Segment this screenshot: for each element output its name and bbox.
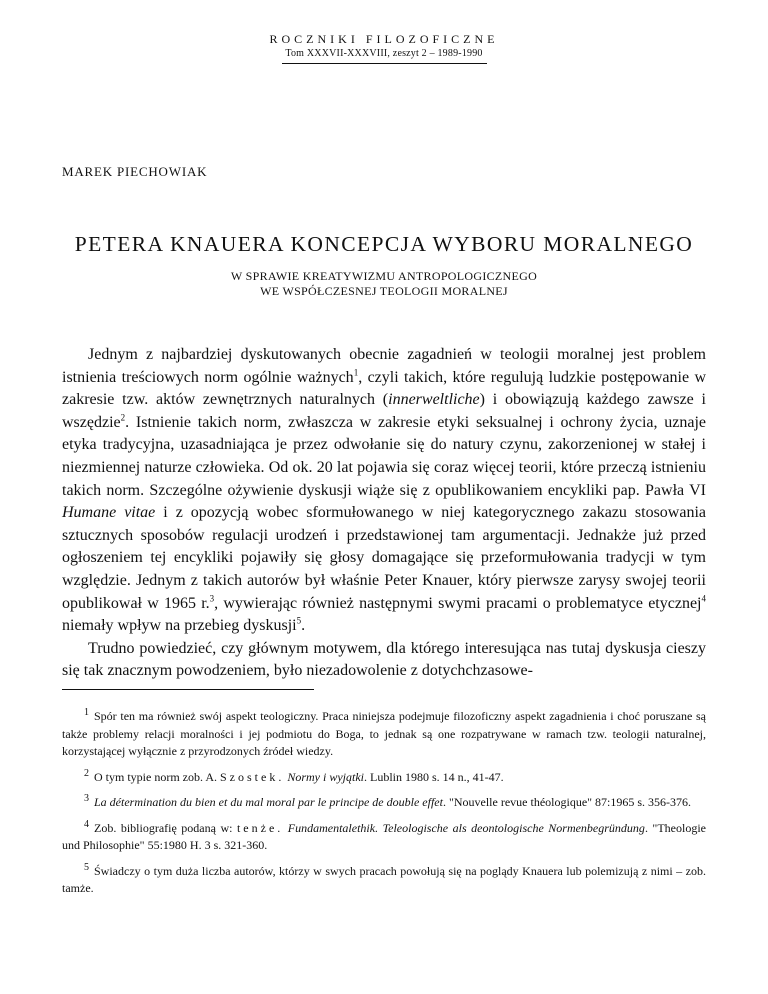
p1-text-d: ) i obowiązują każdego zawsze i wszędzie <box>62 391 706 431</box>
footnote-ref-3: 3 <box>209 593 215 604</box>
p1-text-j: . <box>301 617 306 635</box>
footnote-ref-1: 1 <box>353 367 359 378</box>
footnote-cited-title: La détermination du bien et du mal moral par le principe de double effet <box>94 795 443 809</box>
footnote-text: . Lublin 1980 s. 14 n., 41-47. <box>364 769 504 784</box>
journal-issue: Tom XXXVII-XXXVIII, zeszyt 2 – 1989-1990 <box>285 48 483 59</box>
article-subtitle-line-1: W SPRAWIE KREATYWIZMU ANTROPOLOGICZNEGO <box>230 269 538 283</box>
footnote-text: Świadczy o tym duża liczba autorów, którzy w swych pracach powołują się na poglądy Knauera lub polemizują z nimi – zob. tamże. <box>62 863 706 895</box>
footnote-text: . "Theologie und Philosophie" 55:1980 H. 3 s. 321-360. <box>62 820 706 852</box>
footnote-rule <box>62 689 314 690</box>
footnote-4 <box>62 820 706 855</box>
footnote-number: 4 <box>84 818 89 830</box>
footnote-cited-title: Fundamentalethik. Teleologische als deontologische Normenbegründung <box>287 820 645 835</box>
p1-text-a: Jednym z najbardziej dyskutowanych obecnie zagadnień w teologii moralnej jest problem istnienia treściowych norm ogólnie ważnych <box>62 346 706 386</box>
footnote-number: 5 <box>84 861 89 873</box>
footnote-cited-author: Szostek. <box>220 769 285 784</box>
p1-text-g: i z opozycją wobec sformułowanego w niej kategorycznego zakazu stosowania sztucznych sposobów regulacji urodzeń i przedstawionej tam argumentacji. Jednakże już przed ogłoszeniem tej encykliki pojawiły się głosy domagające się przeformułowania tradycji w tym względzie. Jednym z takich autorów był właśnie Peter Knauer, który pierwsze zarysy swojej teorii opublikował w 1965 r. <box>62 504 707 612</box>
article-author: MAREK PIECHOWIAK <box>62 164 208 179</box>
article-subtitle-line-2: WE WSPÓŁCZESNEJ TEOLOGII MORALNEJ <box>260 284 508 298</box>
body-paragraph-2: Trudno powiedzieć, czy głównym motywem, dla którego interesująca nas tutaj dyskusja cieszy się tak znacznym powodzeniem, było niezadowolenie z dotychchzasowe- <box>62 639 706 680</box>
footnote-2 <box>62 769 706 787</box>
p1-text-b: , czyli takich, które regulują ludzkie postępowanie w zakresie tzw. aktów zewnętrznych naturalnych ( <box>62 368 707 409</box>
article-title: PETERA KNAUERA KONCEPCJA WYBORU MORALNEGO <box>74 232 694 256</box>
header-rule <box>282 63 487 64</box>
footnote-ref-2: 2 <box>120 412 126 423</box>
p1-text-h: , wywierając również następnymi swymi pracami o problematyce etycznej <box>214 594 702 612</box>
footnote-cited-author: tenże. <box>236 820 284 835</box>
footnotes <box>62 708 706 906</box>
footnote-1 <box>62 708 706 761</box>
footnote-3 <box>62 794 706 812</box>
footnote-text: Spór ten ma również swój aspekt teologiczny. Praca niniejsza podejmuje filozoficzny aspekt zagadnienia i choć poruszane są także problemy relacji moralności i jej podmiotu do Boga, to jednak są one rozpatrywane w ramach tzw. teologii naturalnej, korzystającej wyłącznie z przyrodzonych źródeł wiedzy. <box>62 709 706 758</box>
body-paragraph-1 <box>62 344 706 638</box>
footnote-text: O tym typie norm zob. A. <box>94 769 220 784</box>
footnote-text: . "Nouvelle revue théologique" 87:1965 s. 356-376. <box>442 795 692 809</box>
footnote-number: 3 <box>84 793 89 804</box>
footnote-ref-5: 5 <box>296 615 302 626</box>
footnote-ref-4: 4 <box>701 593 706 604</box>
footnote-text: Zob. bibliografię podaną w: <box>94 820 237 835</box>
p1-encyclical-title: Humane vitae <box>62 504 156 522</box>
footnote-number: 1 <box>84 707 89 718</box>
footnote-cited-title: Normy i wyjątki <box>287 769 365 784</box>
p1-text-e: . Istnienie takich norm, zwłaszcza w zakresie etyki seksualnej i ochrony życia, uznaje etyka tradycyjna, uzasadniająca je przez odwołanie się do natury czynu, zakorzenionej w stałej i niezmiennej naturze człowieka. Od ok. 20 lat pojawia się coraz więcej teorii, które przeczą istnieniu takich norm. Szczególne ożywienie dyskusji wiąże się z opublikowaniem encykliki pap. Pawła VI <box>62 413 706 499</box>
p1-italic-term: innerweltliche <box>388 391 480 409</box>
footnote-number: 2 <box>84 767 89 779</box>
p1-text-i: niemały wpływ na przebieg dyskusji <box>62 617 297 635</box>
footnote-5 <box>62 863 706 898</box>
journal-name: ROCZNIKI FILOZOFICZNE <box>269 32 499 46</box>
article-body <box>62 344 706 683</box>
